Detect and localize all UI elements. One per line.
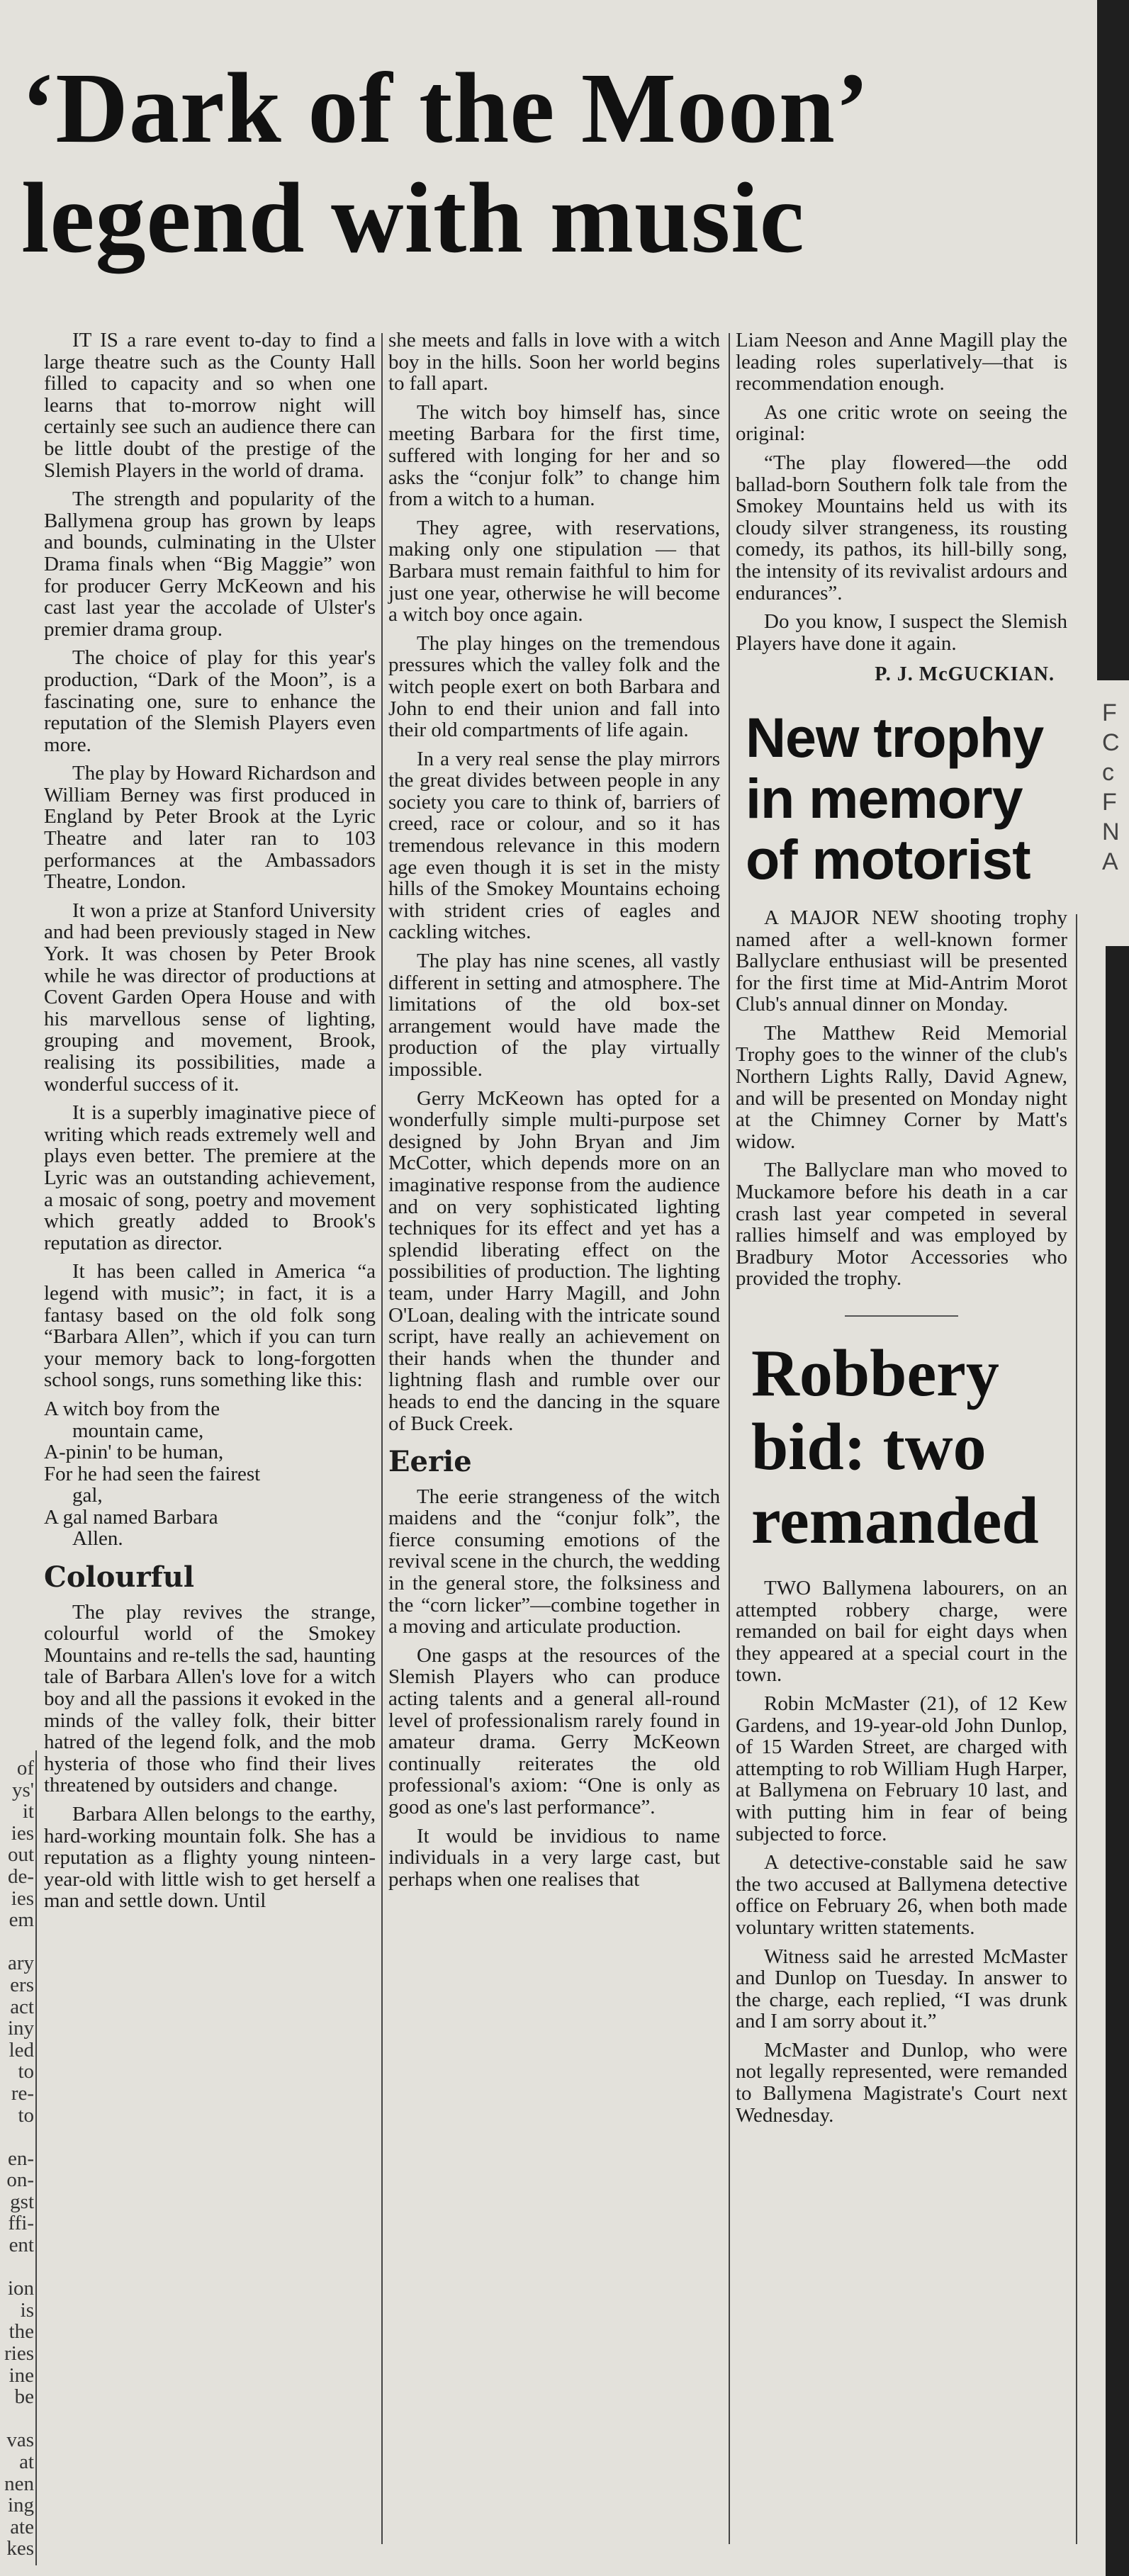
margin-fragment: led — [9, 2038, 34, 2062]
margin-fragment: C — [1102, 729, 1120, 756]
trophy-headline-line: of motorist — [746, 827, 1030, 891]
article-paragraph: It has been called in America “a legend with music”; in fact, it is a fantasy based on the old folk song “Barbara Allen”, which if you can turn your memory back to long-forgotten school songs, runs something like this: — [44, 1260, 376, 1392]
margin-fragment: of — [16, 1757, 34, 1779]
main-headline — [21, 53, 1070, 273]
column-rule-2 — [729, 333, 730, 2544]
margin-fragment: F — [1102, 789, 1117, 816]
article-paragraph: The play revives the strange, colourful world of the Smokey Mountains and re-tells the sad, haunting tale of Barbara Allen's love for a witch boy and all the passions it evoked in the minds of the valley folk, their bitter hatred of the legend folk, and the mob hysteria of those who find their lives threatened by outsiders and change. — [44, 1600, 376, 1797]
article-paragraph: They agree, with reservations, making only one stipulation — that Barbara must remain faithful to him for just one year, otherwise he will become a witch boy once again. — [388, 516, 720, 626]
column-rule-1 — [381, 333, 383, 2544]
margin-fragment: vas — [6, 2429, 34, 2452]
margin-fragment: re- — [11, 2081, 34, 2105]
article-paragraph: It won a prize at Stanford University and had been previously staged in New York. It was chosen by Peter Brook while he was director of productions at Covent Garden Opera House and with his marvellous sense of lighting, grouping and movement, Brook, realising its possibilities, made a wonderful success of it. — [44, 899, 376, 1096]
margin-fragment: the — [9, 2320, 34, 2344]
story-divider — [845, 1315, 958, 1317]
headline-line-2: legend with music — [21, 162, 805, 274]
article-paragraph: IT IS a rare event to-day to find a large theatre such as the County Hall filled to capacity and so when one learns that to-morrow night will certainly see such an audience there can be little doubt of the prestige of the Slemish Players in the world of drama. — [44, 329, 376, 482]
trophy-headline — [746, 707, 1067, 890]
article-paragraph: she meets and falls in love with a witch boy in the hills. Soon her world begins to fall apart. — [388, 329, 720, 395]
article-paragraph: In a very real sense the play mirrors the great divides between people in any society you care to think of, barriers of creed, race or colour, and so it has tremendous relevance in this modern age even though it is set in the misty hills of the Smokey Mountains echoing with strident cries of eagles and cackling witches. — [388, 747, 720, 944]
article-paragraph: Liam Neeson and Anne Magill play the leading roles superlatively—that is recommendation enough. — [736, 329, 1067, 395]
headline-line-1: ‘Dark of the Moon’ — [21, 52, 870, 164]
right-edge-dark-strip-lower — [1106, 946, 1129, 2576]
robbery-paragraph: Witness said he arrested McMaster and Dunlop on Tuesday. In answer to the charge, each replied, “I was drunk and I am sorry about it.” — [736, 1945, 1067, 2033]
article-paragraph: Gerry McKeown has opted for a wonderfully simple multi-purpose set designed by John Bryan and Jim McCotter, which depends more on an imaginative response from the audience and on very sophisticated lighting techniques for its effect and yet has a splendid liberating effect on the possibilities of production. The lighting team, under Harry Magill, and John O'Loan, dealing with the intricate sound script, have really an achievement on their hands when the thunder and lightning flash and rumble over our heads to end the dancing in the square of Buck Creek. — [388, 1086, 720, 1435]
margin-fragment: ries — [4, 2342, 34, 2366]
article-paragraph: The choice of play for this year's production, “Dark of the Moon”, is a fascinating one, sure to enhance the reputation of the Slemish Players even more. — [44, 646, 376, 756]
article-paragraph: The play has nine scenes, all vastly different in setting and atmosphere. The limitations of the old box-set arrangement would have made the production of the play virtually impossible. — [388, 950, 720, 1081]
margin-fragment: em — [9, 1908, 34, 1932]
robbery-paragraph: A detective-constable said he saw the two accused at Ballymena detective office on February 26, when both made voluntary written statements. — [736, 1851, 1067, 1939]
margin-fragment: de- — [7, 1864, 34, 1888]
right-margin-fragments — [1102, 698, 1129, 877]
robbery-paragraph: TWO Ballymena labourers, on an attempted robbery charge, were remanded on bail for eight days when they appeared at a special court in the town. — [736, 1577, 1067, 1687]
left-margin-fragments — [0, 1757, 34, 2560]
right-edge-dark-strip — [1097, 0, 1129, 680]
margin-fragment-spacer — [0, 2408, 34, 2430]
verse-line: A witch boy from the — [44, 1397, 220, 1420]
article-paragraph: The witch boy himself has, since meeting Barbara for the first time, suffered with longing for her and so asks the “conjur folk” to change him from a witch to a human. — [388, 400, 720, 511]
article-paragraph: The eerie strangeness of the witch maidens and the “conjur folk”, the fierce consuming emotions of the revival scene in the church, the wedding in the general store, the folksiness and the “corn licker”—combine together in a moving and articulate production. — [388, 1485, 720, 1638]
robbery-paragraph: McMaster and Dunlop, who were not legally represented, were remanded to Ballymena Magistrate's Court next Wednesday. — [736, 2038, 1067, 2127]
margin-fragment: c — [1102, 759, 1114, 786]
verse-line: For he had seen the fairest — [44, 1462, 261, 1485]
margin-fragment: is — [20, 2298, 34, 2322]
margin-fragment: A — [1102, 848, 1118, 875]
article-paragraph: As one critic wrote on seeing the original: — [736, 400, 1067, 446]
subheading-eerie: Eerie — [388, 1445, 472, 1479]
article-column-2 — [388, 330, 720, 1897]
byline: P. J. McGUCKIAN. — [875, 663, 1055, 686]
margin-fragment: to — [18, 2060, 34, 2083]
article-paragraph: It would be invidious to name individuals in a very large cast, but perhaps when one realises that — [388, 1824, 720, 1891]
trophy-paragraph: The Matthew Reid Memorial Trophy goes to the winner of the club's Northern Lights Rally, David Agnew, and will be presented on Monday night at the Chimney Corner by Matt's widow. — [736, 1021, 1067, 1153]
trophy-headline-line: New trophy — [746, 705, 1044, 769]
left-margin-rule — [35, 1750, 37, 2565]
article-paragraph: It is a superbly imaginative piece of writing which reads extremely well and plays even better. The premiere at the Lyric was an outstanding achievement, a mosaic of song, poetry and movement which greatly added to Brook's reputation as director. — [44, 1101, 376, 1254]
robbery-headline — [751, 1337, 1067, 1558]
margin-fragment: nen — [4, 2472, 34, 2495]
article-paragraph: The strength and popularity of the Ballymena group has grown by leaps and bounds, culminating in the Ulster Drama finals when “Big Maggie” won for producer Gerry McKeown and his cast last year the accolade of Ulster's premier drama group. — [44, 488, 376, 641]
subheading-colourful: Colourful — [44, 1560, 195, 1594]
margin-fragment: ion — [7, 2277, 34, 2300]
margin-fragment: gst — [10, 2190, 34, 2213]
article-paragraph: “The play flowered—the odd ballad-born Southern folk tale from the Smokey Mountains held us with its cloudy silver strangeness, its rousting comedy, its pathos, its hill-billy song, the intensity of its revivalist ardours and endurances”. — [736, 451, 1067, 604]
article-column-1 — [44, 330, 376, 1919]
trophy-headline-line: in memory — [746, 766, 1023, 830]
article-paragraph: Barbara Allen belongs to the earthy, hard-working mountain folk. She has a reputation as a flighty young ninteen-year-old with little wish to get herself a man and settle down. Until — [44, 1803, 376, 1913]
verse-line: A-pinin' to be human, — [44, 1441, 224, 1464]
margin-fragment: it — [22, 1800, 34, 1823]
article-paragraph: The play hinges on the tremendous pressures which the valley folk and the witch people exert on both Barbara and John to end their union and fall into their old compartments of life again. — [388, 631, 720, 742]
margin-fragment: kes — [6, 2537, 34, 2560]
article-paragraph: The play by Howard Richardson and William Berney was first produced in England by Peter Brook at the Lyric Theatre and later ran to 103 performances at the Ambassadors Theatre, London. — [44, 762, 376, 894]
margin-fragment: N — [1102, 819, 1120, 845]
article-column-3 — [736, 330, 1067, 2133]
margin-fragment: out — [7, 1843, 34, 1867]
margin-fragment: ent — [9, 2234, 34, 2257]
trophy-paragraph: A MAJOR NEW shooting trophy named after a well-known former Ballyclare enthusiast will be presented for the first time at Mid-Antrim Morot Club's annual dinner on Monday. — [736, 906, 1067, 1016]
margin-fragment-spacer — [0, 1931, 34, 1953]
margin-fragment: at — [19, 2451, 34, 2473]
robbery-headline-line: Robbery — [751, 1337, 999, 1410]
verse-line: Allen. — [72, 1527, 123, 1551]
margin-fragment: ine — [9, 2363, 34, 2387]
margin-fragment: iny — [7, 2017, 34, 2040]
article-paragraph: One gasps at the resources of the Slemish Players who can produce acting talents and a general all-round level of professionalism rarely found in amateur drama. Gerry McKeown continually reiterates the old professional's axiom: “One is only as good as one's last performance”. — [388, 1643, 720, 1818]
robbery-headline-line: remanded — [751, 1484, 1039, 1558]
margin-fragment: ary — [7, 1952, 34, 1975]
verse-line: A gal named Barbara — [44, 1505, 218, 1529]
margin-fragment: F — [1102, 699, 1117, 726]
margin-fragment: ies — [11, 1886, 34, 1910]
column-rule-3 — [1076, 914, 1077, 2544]
margin-fragment: ate — [10, 2515, 34, 2538]
margin-fragment: on- — [6, 2169, 34, 2192]
margin-fragment: ys' — [11, 1778, 34, 1801]
margin-fragment: ing — [7, 2494, 34, 2517]
robbery-paragraph: Robin McMaster (21), of 12 Kew Gardens, and 19-year-old John Dunlop, of 15 Warden Street, are charged with attempting to rob William Hugh Harper, at Ballymena on February 10 last, and with putting him in fear of being subjected to force. — [736, 1692, 1067, 1845]
verse-line: mountain came, — [72, 1419, 204, 1442]
margin-fragment: ers — [10, 1973, 34, 1996]
margin-fragment: be — [14, 2385, 34, 2409]
margin-fragment: to — [18, 2103, 34, 2127]
verse-line: gal, — [72, 1484, 103, 1507]
margin-fragment: ies — [11, 1821, 34, 1845]
margin-fragment: act — [10, 1995, 34, 2018]
margin-fragment: en- — [7, 2147, 34, 2170]
margin-fragment-spacer — [0, 2126, 34, 2148]
margin-fragment: ffi- — [8, 2212, 34, 2235]
article-paragraph: Do you know, I suspect the Slemish Players have done it again. — [736, 610, 1067, 655]
trophy-paragraph: The Ballyclare man who moved to Muckamore before his death in a car crash last year competed in several rallies himself and was employed by Bradbury Motor Accessories who provided the trophy. — [736, 1159, 1067, 1290]
robbery-headline-line: bid: two — [751, 1410, 987, 1484]
margin-fragment-spacer — [0, 2256, 34, 2278]
